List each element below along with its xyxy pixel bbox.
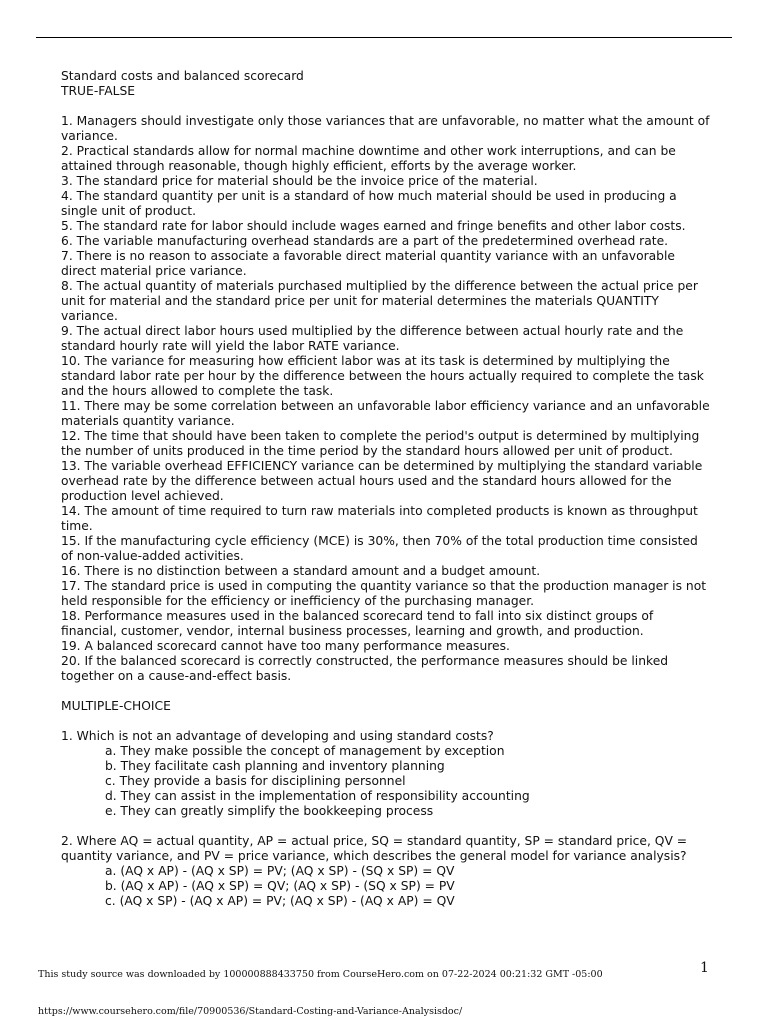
mc-option: b. (AQ x AP) - (AQ x SP) = QV; (AQ x SP) - (SQ x SP) = PV: [105, 879, 455, 893]
tf-item: 9. The actual direct labor hours used multiplied by the difference between actual hourly rate and the standard hourly rate will yield the labor RATE variance.: [61, 324, 684, 353]
mc-option: c. They provide a basis for disciplining personnel: [105, 774, 406, 788]
mc-question-text: 2. Where AQ = actual quantity, AP = actual price, SQ = standard quantity, SP = standard price, QV = quantity variance, and PV = price variance, which describes the general model for variance analysis?: [61, 834, 688, 863]
tf-item: 13. The variable overhead EFFICIENCY variance can be determined by multiplying the standard variable overhead rate by the difference between actual hours used and the standard hours allowed for the production level achieved.: [61, 459, 703, 503]
tf-item: 1. Managers should investigate only those variances that are unfavorable, no matter what the amount of variance.: [61, 114, 710, 143]
tf-item: 16. There is no distinction between a standard amount and a budget amount.: [61, 564, 541, 578]
document-title: Standard costs and balanced scorecard: [61, 69, 304, 83]
mc-option: e. They can greatly simplify the bookkeeping process: [105, 804, 434, 818]
tf-item: 12. The time that should have been taken to complete the period's output is determined by multiplying the number of units produced in the time period by the standard hours allowed per unit of product.: [61, 429, 700, 458]
multiple-choice-heading: MULTIPLE-CHOICE: [61, 699, 171, 713]
tf-item: 17. The standard price is used in computing the quantity variance so that the production manager is not held responsible for the efficiency or inefficiency of the purchasing manager.: [61, 579, 707, 608]
tf-item: 7. There is no reason to associate a favorable direct material quantity variance with an unfavorable direct material price variance.: [61, 249, 675, 278]
spacer: [61, 819, 711, 834]
tf-item: 18. Performance measures used in the balanced scorecard tend to fall into six distinct groups of financial, customer, vendor, internal business processes, learning and growth, and production.: [61, 609, 654, 638]
tf-item: 2. Practical standards allow for normal machine downtime and other work interruptions, and can be attained through reasonable, though highly efficient, efforts by the average worker.: [61, 144, 676, 173]
tf-item: 4. The standard quantity per unit is a standard of how much material should be used in producing a single unit of product.: [61, 189, 677, 218]
true-false-heading: TRUE-FALSE: [61, 84, 136, 98]
tf-item: 15. If the manufacturing cycle efficiency (MCE) is 30%, then 70% of the total production time consisted of non-value-added activities.: [61, 534, 698, 563]
true-false-list: [61, 114, 711, 684]
document-body: [61, 69, 711, 909]
spacer: [61, 99, 711, 114]
page-number: 1: [700, 960, 709, 976]
mc-question-2: [61, 834, 711, 909]
source-url-link[interactable]: https://www.coursehero.com/file/70900536/Standard-Costing-and-Variance-Analysisdoc/: [38, 1006, 463, 1017]
tf-item: 19. A balanced scorecard cannot have too many performance measures.: [61, 639, 510, 653]
mc-option: c. (AQ x SP) - (AQ x AP) = PV; (AQ x SP) - (AQ x AP) = QV: [105, 894, 455, 908]
spacer: [61, 714, 711, 729]
tf-item: 3. The standard price for material should be the invoice price of the material.: [61, 174, 538, 188]
tf-item: 20. If the balanced scorecard is correctly constructed, the performance measures should be linked together on a cause-and-effect basis.: [61, 654, 669, 683]
spacer: [61, 684, 711, 699]
tf-item: 8. The actual quantity of materials purchased multiplied by the difference between the actual price per unit for material and the standard price per unit for material determines the materials QUANTITY variance.: [61, 279, 698, 323]
download-notice: This study source was downloaded by 100000888433750 from CourseHero.com on 07-22-2024 00:21:32 GMT -05:00: [38, 969, 603, 980]
mc-question-text: 1. Which is not an advantage of developing and using standard costs?: [61, 729, 494, 743]
mc-option: a. They make possible the concept of management by exception: [105, 744, 505, 758]
header-rule: [36, 37, 732, 38]
tf-item: 10. The variance for measuring how efficient labor was at its task is determined by multiplying the standard labor rate per hour by the difference between the hours actually required to complete the task and the hours allowed to complete the task.: [61, 354, 704, 398]
tf-item: 11. There may be some correlation between an unfavorable labor efficiency variance and an unfavorable materials quantity variance.: [61, 399, 710, 428]
mc-option: b. They facilitate cash planning and inventory planning: [105, 759, 445, 773]
tf-item: 6. The variable manufacturing overhead standards are a part of the predetermined overhead rate.: [61, 234, 669, 248]
tf-item: 5. The standard rate for labor should include wages earned and fringe benefits and other labor costs.: [61, 219, 686, 233]
mc-option: a. (AQ x AP) - (AQ x SP) = PV; (AQ x SP) - (SQ x SP) = QV: [105, 864, 455, 878]
mc-question-1: [61, 729, 711, 819]
tf-item: 14. The amount of time required to turn raw materials into completed products is known as throughput time.: [61, 504, 698, 533]
mc-option: d. They can assist in the implementation of responsibility accounting: [105, 789, 530, 803]
